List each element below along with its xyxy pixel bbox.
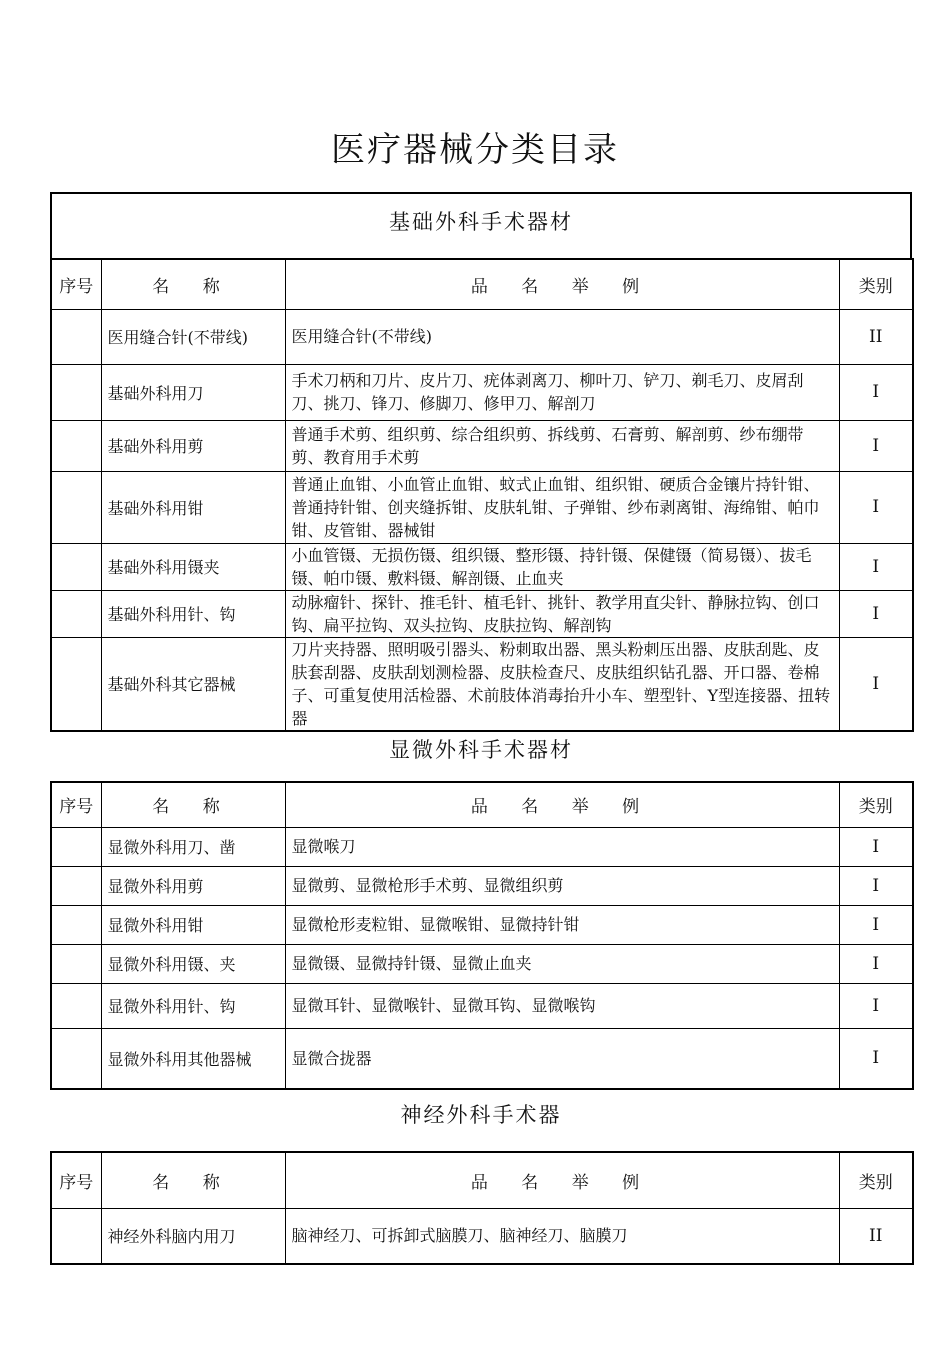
row-name: 显微外科用刀、凿 bbox=[101, 827, 285, 866]
row-examples: 显微镊、显微持针镊、显微止血夹 bbox=[285, 944, 839, 983]
header-class: 类别 bbox=[839, 259, 913, 309]
table-row bbox=[51, 905, 913, 944]
row-seq bbox=[51, 944, 101, 983]
table-row bbox=[51, 364, 913, 420]
row-class: I bbox=[839, 637, 913, 731]
row-examples: 显微耳针、显微喉针、显微耳钩、显微喉钩 bbox=[285, 983, 839, 1028]
header-examples: 品 名 举 例 bbox=[285, 259, 839, 309]
header-examples: 品 名 举 例 bbox=[285, 1152, 839, 1208]
row-seq bbox=[51, 309, 101, 364]
table-row bbox=[51, 866, 913, 905]
row-class: I bbox=[839, 1028, 913, 1089]
header-seq: 序号 bbox=[51, 782, 101, 827]
row-name: 基础外科用刀 bbox=[101, 364, 285, 420]
row-name: 神经外科脑内用刀 bbox=[101, 1208, 285, 1264]
table-header-row bbox=[51, 782, 913, 827]
table-row bbox=[51, 543, 913, 590]
table-header-row bbox=[51, 1152, 913, 1208]
row-examples: 动脉瘤针、探针、推毛针、植毛针、挑针、教学用直尖针、静脉拉钩、创口钩、扁平拉钩、双头拉钩、皮肤拉钩、解剖钩 bbox=[285, 590, 839, 637]
row-examples: 刀片夹持器、照明吸引器头、粉刺取出器、黑头粉刺压出器、皮肤刮匙、皮肤套刮器、皮肤刮划测检器、皮肤检查尺、皮肤组织钻孔器、开口器、卷棉子、可重复使用活检器、术前肢体消毒抬升小车、塑型针、Y型连接器、扭转器 bbox=[285, 637, 839, 731]
row-examples: 显微枪形麦粒钳、显微喉钳、显微持针钳 bbox=[285, 905, 839, 944]
row-examples: 显微喉刀 bbox=[285, 827, 839, 866]
row-seq bbox=[51, 827, 101, 866]
row-name: 显微外科用剪 bbox=[101, 866, 285, 905]
row-seq bbox=[51, 1208, 101, 1264]
table-row bbox=[51, 1208, 913, 1264]
table-row bbox=[51, 420, 913, 471]
table-row bbox=[51, 827, 913, 866]
row-seq bbox=[51, 590, 101, 637]
row-name: 医用缝合针(不带线) bbox=[101, 309, 285, 364]
row-name: 基础外科用钳 bbox=[101, 471, 285, 543]
row-examples: 脑神经刀、可拆卸式脑膜刀、脑神经刀、脑膜刀 bbox=[285, 1208, 839, 1264]
table-neurosurgery bbox=[50, 1151, 914, 1265]
row-name: 显微外科用钳 bbox=[101, 905, 285, 944]
row-seq bbox=[51, 1028, 101, 1089]
header-name: 名 称 bbox=[101, 1152, 285, 1208]
row-class: I bbox=[839, 905, 913, 944]
row-class: I bbox=[839, 944, 913, 983]
table-row bbox=[51, 1028, 913, 1089]
row-class: I bbox=[839, 827, 913, 866]
section-heading-neurosurgery: 神经外科手术器 bbox=[400, 1103, 562, 1127]
row-examples: 普通手术剪、组织剪、综合组织剪、拆线剪、石膏剪、解剖剪、纱布绷带剪、教育用手术剪 bbox=[285, 420, 839, 471]
row-seq bbox=[51, 983, 101, 1028]
table-row bbox=[51, 637, 913, 731]
table-row bbox=[51, 471, 913, 543]
header-seq: 序号 bbox=[51, 259, 101, 309]
row-class: II bbox=[839, 309, 913, 364]
table-row bbox=[51, 309, 913, 364]
row-seq bbox=[51, 905, 101, 944]
table-header-row bbox=[51, 259, 913, 309]
row-class: II bbox=[839, 1208, 913, 1264]
row-class: I bbox=[839, 543, 913, 590]
table-row bbox=[51, 983, 913, 1028]
row-class: I bbox=[839, 590, 913, 637]
row-class: I bbox=[839, 364, 913, 420]
row-class: I bbox=[839, 866, 913, 905]
row-seq bbox=[51, 364, 101, 420]
row-class: I bbox=[839, 420, 913, 471]
row-name: 基础外科用针、钩 bbox=[101, 590, 285, 637]
row-class: I bbox=[839, 983, 913, 1028]
header-name: 名 称 bbox=[101, 782, 285, 827]
row-name: 显微外科用镊、夹 bbox=[101, 944, 285, 983]
table-basic-surgery bbox=[50, 258, 914, 732]
header-examples: 品 名 举 例 bbox=[285, 782, 839, 827]
table-microsurgery bbox=[50, 781, 914, 1090]
table-row bbox=[51, 590, 913, 637]
row-seq bbox=[51, 420, 101, 471]
section-heading-basic-surgery: 基础外科手术器材 bbox=[50, 192, 912, 258]
table-row bbox=[51, 944, 913, 983]
header-class: 类别 bbox=[839, 782, 913, 827]
header-seq: 序号 bbox=[51, 1152, 101, 1208]
row-name: 基础外科用剪 bbox=[101, 420, 285, 471]
row-seq bbox=[51, 543, 101, 590]
row-class: I bbox=[839, 471, 913, 543]
header-name: 名 称 bbox=[101, 259, 285, 309]
row-examples: 医用缝合针(不带线) bbox=[285, 309, 839, 364]
row-name: 基础外科用镊夹 bbox=[101, 543, 285, 590]
row-examples: 显微合拢器 bbox=[285, 1028, 839, 1089]
row-examples: 手术刀柄和刀片、皮片刀、疣体剥离刀、柳叶刀、铲刀、剃毛刀、皮屑刮刀、挑刀、锋刀、修脚刀、修甲刀、解剖刀 bbox=[285, 364, 839, 420]
section-heading-microsurgery: 显微外科手术器材 bbox=[389, 738, 573, 762]
row-examples: 普通止血钳、小血管止血钳、蚊式止血钳、组织钳、硬质合金镶片持针钳、普通持针钳、创夹缝拆钳、皮肤轧钳、子弹钳、纱布剥离钳、海绵钳、帕巾钳、皮管钳、器械钳 bbox=[285, 471, 839, 543]
row-examples: 小血管镊、无损伤镊、组织镊、整形镊、持针镊、保健镊（简易镊）、拔毛镊、帕巾镊、敷料镊、解剖镊、止血夹 bbox=[285, 543, 839, 590]
row-examples: 显微剪、显微枪形手术剪、显微组织剪 bbox=[285, 866, 839, 905]
row-seq bbox=[51, 866, 101, 905]
row-name: 基础外科其它器械 bbox=[101, 637, 285, 731]
header-class: 类别 bbox=[839, 1152, 913, 1208]
row-name: 显微外科用针、钩 bbox=[101, 983, 285, 1028]
document-title: 医疗器械分类目录 bbox=[331, 130, 619, 170]
row-seq bbox=[51, 471, 101, 543]
row-seq bbox=[51, 637, 101, 731]
row-name: 显微外科用其他器械 bbox=[101, 1028, 285, 1089]
